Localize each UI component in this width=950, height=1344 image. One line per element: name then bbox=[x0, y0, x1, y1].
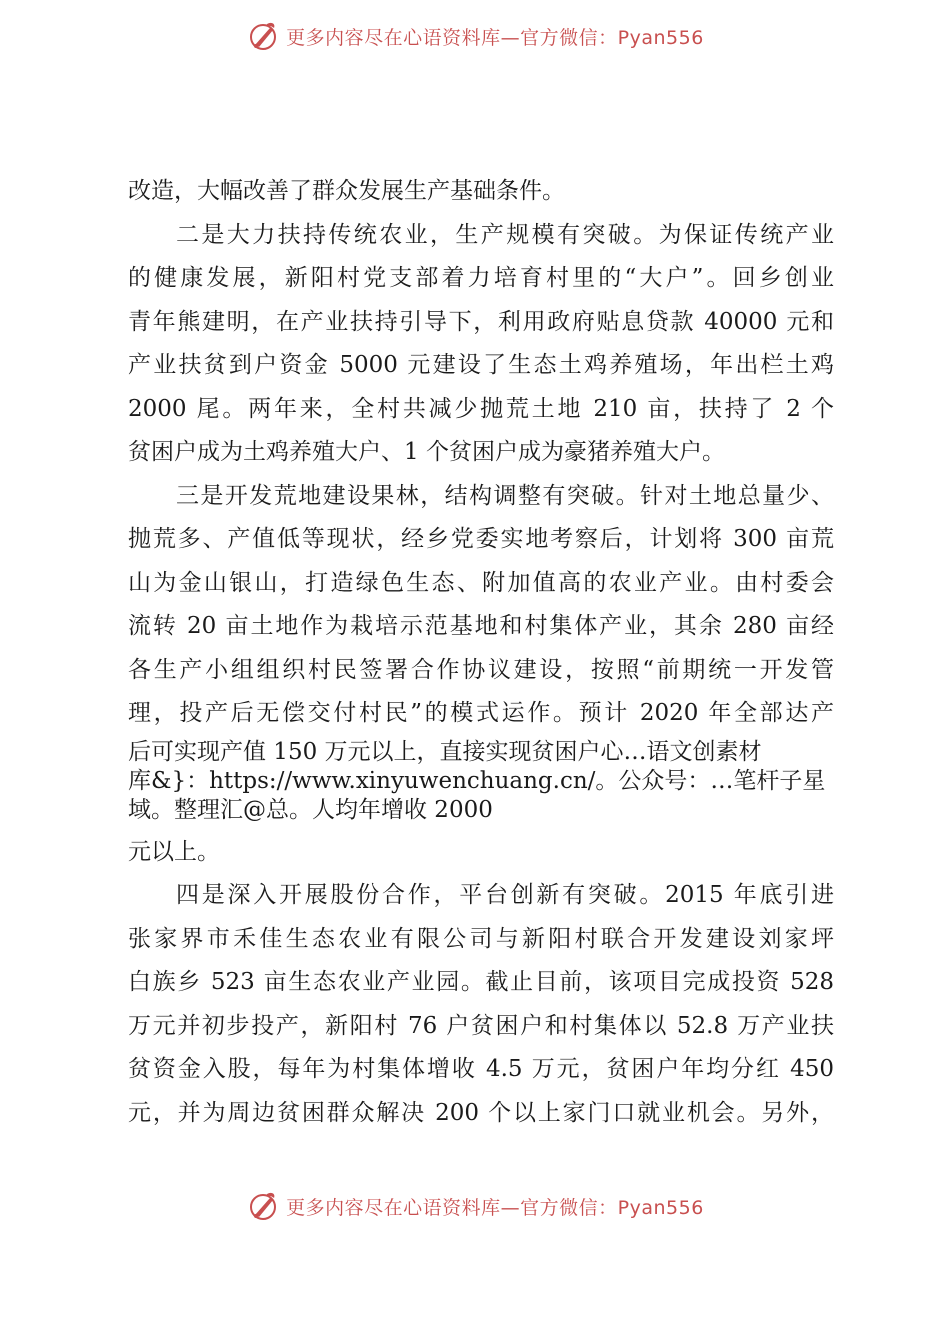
body-line: 理，投产后无偿交付村民”的模式运作。预计 2020 年全部达产 bbox=[128, 700, 834, 726]
body-line: 山为金山银山，打造绿色生态、附加值高的农业产业。由村委会 bbox=[128, 569, 834, 596]
body-line: 各生产小组组织村民签署合作协议建设，按照“前期统一开发管 bbox=[128, 656, 834, 683]
header-banner bbox=[0, 16, 950, 56]
footer-banner bbox=[0, 1186, 950, 1226]
body-line: 元，并为周边贫困群众解决 200 个以上家门口就业机会。另外， bbox=[128, 1099, 834, 1126]
body-line: 元以上。 bbox=[128, 838, 220, 865]
body-line: 张家界市禾佳生态农业有限公司与新阳村联合开发建设刘家坪 bbox=[128, 925, 834, 952]
body-line: 产业扶贫到户资金 5000 元建设了生态土鸡养殖场，年出栏土鸡 bbox=[128, 352, 834, 378]
body-line: 的健康发展，新阳村党支部着力培育村里的“大户”。回乡创业 bbox=[128, 265, 834, 291]
body-line: 三是开发荒地建设果林，结构调整有突破。针对土地总量少、 bbox=[176, 482, 834, 509]
embedded-watermark-text bbox=[128, 736, 834, 825]
body-line: 四是深入开展股份合作，平台创新有突破。2015 年底引进 bbox=[176, 882, 834, 908]
body-line: 贫困户成为土鸡养殖大户、1 个贫困户成为豪猪养殖大户。 bbox=[128, 439, 725, 465]
body-line: 抛荒多、产值低等现状，经乡党委实地考察后，计划将 300 亩荒 bbox=[128, 526, 834, 552]
flame-pen-logo-icon bbox=[246, 19, 280, 53]
body-line: 青年熊建明，在产业扶持引导下，利用政府贴息贷款 40000 元和 bbox=[128, 308, 834, 335]
flame-pen-logo-icon bbox=[246, 1189, 280, 1223]
document-body bbox=[128, 170, 834, 1135]
footer-banner-text: 更多内容尽在心语资料库—官方微信：Pyan556 bbox=[286, 1196, 704, 1219]
body-line: 流转 20 亩土地作为栽培示范基地和村集体产业，其余 280 亩经 bbox=[128, 613, 834, 639]
body-line: 2000 尾。两年来，全村共减少抛荒土地 210 亩，扶持了 2 个 bbox=[128, 395, 834, 422]
body-line: 改造，大幅改善了群众发展生产基础条件。 bbox=[128, 178, 565, 204]
body-line: 万元并初步投产，新阳村 76 户贫困户和村集体以 52.8 万产业扶 bbox=[128, 1012, 834, 1039]
body-line: 域。整理汇@总。人均年增收 2000 bbox=[128, 796, 493, 823]
body-line: 白族乡 523 亩生态农业产业园。截止目前，该项目完成投资 528 bbox=[128, 969, 834, 995]
body-line: 二是大力扶持传统农业，生产规模有突破。为保证传统产业 bbox=[176, 221, 834, 248]
header-banner-text: 更多内容尽在心语资料库—官方微信：Pyan556 bbox=[286, 26, 704, 49]
body-line: 贫资金入股，每年为村集体增收 4.5 万元，贫困户年均分红 450 bbox=[128, 1056, 834, 1082]
body-line: 库&}：https://www.xinyuwenchuang.cn/。公众号：…笔杆子星 bbox=[128, 767, 826, 794]
body-line: 后可实现产值 150 万元以上，直接实现贫困户心…语文创素材 bbox=[128, 738, 762, 765]
